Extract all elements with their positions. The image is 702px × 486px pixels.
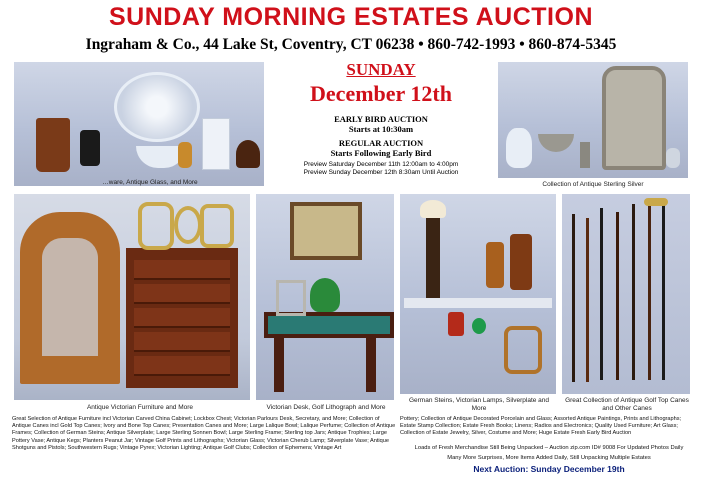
early-bird-time: Starts at 10:30am [348,124,414,134]
dark-jar-shape [80,130,100,166]
figurine-shape [178,142,192,168]
gold-frame-shape-2 [174,206,202,244]
preview-sunday: Preview Sunday December 12th 8:30am Until Auction [303,169,459,176]
cane-6 [648,202,651,380]
candlestick-shape [580,142,590,168]
silver-frame-shape [276,280,306,316]
stein-shape-1 [486,242,504,288]
cane-2 [586,218,589,382]
red-stein-shape [448,312,464,336]
caption-victorian-desk: Victorian Desk, Golf Lithograph and More [266,404,386,411]
caption-german-steins: German Steins, Victorian Lamps, Silverplate and More [408,397,550,412]
cane-top-1 [644,198,668,206]
silver-bowl-shape [538,134,574,152]
photo-glassware [14,62,264,186]
photo-victorian-desk [256,194,394,400]
early-bird-title: EARLY BIRD AUCTION [334,114,428,124]
ornate-frame-shape [602,66,666,170]
wood-stand-shape [236,140,260,168]
notes-line-1: Loads of Fresh Merchandise Still Being Unpacked – Auction zip.com ID# 9008 For Updated Photos Daily [414,445,684,451]
cane-5 [632,204,635,380]
desk-leg-left [274,334,284,392]
gold-frame-shape [138,202,174,250]
golf-lithograph-shape [290,202,362,260]
caption-victorian-furniture: Antique Victorian Furniture and More [86,404,194,411]
stein-shape-2 [510,234,532,290]
china-cabinet-shape [20,212,120,384]
company-address-phone: Ingraham & Co., 44 Lake St, Coventry, CT 06238 • 860-742-1993 • 860-874-5345 [85,36,617,53]
glass-platter-shape [114,72,200,142]
auction-day: SUNDAY [346,60,416,79]
regular-auction-title: REGULAR AUCTION [338,138,424,148]
preview-saturday: Preview Saturday December 11th 12:00am to 4:00pm [303,161,459,168]
caption-glassware: …ware, Antique Glass, and More [102,179,198,186]
regular-auction-time: Starts Following Early Bird [330,148,432,158]
copper-mug-shape [36,118,70,172]
green-egg-shape [472,318,486,334]
decanter-shape [506,128,532,168]
cane-1 [572,214,575,382]
photo-golf-canes [562,194,690,394]
description-left: Great Selection of Antique Furniture incl Victorian Carved China Cabinet; Lockbox Chest; Victorian Parlours Desk, Secretary, and More; Collection of Antique Canes incl Gold Top Canes; Ivory and Bone Top Canes; Presentation Canes and More; Large Lalique Bowl; Lalique Perfume; Collection of Antique Frames; Collection of German Steins; Antique Silverplate; Large Sterling Sonnen Bowl; Large Sterling Frame; Sterling top Jars; Antique Trophies; Large Pottery Vase; Antique Kegs; Planters Peanut Jar; Vintage Golf Prints and Lithographs; Victorian Glass; Victorian Cherub Lamp; Silverplate Vase; Antique Shotguns and Pistols; Southwestern Rugs; Vintage Pyrex; Victorian Lighting; Antique Golf Clubs; Collection of Ephemera; Vintage Art [12,416,396,451]
caption-sterling-silver: Collection of Antique Sterling Silver [542,181,644,188]
gold-frame-shape-3 [200,204,234,248]
photo-german-steins [400,194,556,394]
cherub-lamp-shape [420,200,446,218]
glass-jar-shape [202,118,230,170]
perfume-bottle-shape [666,148,680,168]
notes-line-2: Many More Surprises, More Items Added Daily, Still Unpacking Multiple Estates [447,455,651,461]
silver-table [404,298,552,308]
photo-victorian-furniture [14,194,250,400]
caption-golf-canes: Great Collection of Antique Golf Top Canes and Other Canes [565,397,689,412]
schedule-block [272,60,490,177]
ornate-frame-shape-2 [504,326,542,374]
photo-sterling-silver [498,62,688,178]
cherub-lamp-base [426,218,440,298]
next-auction: Next Auction: Sunday December 19th [473,464,625,474]
auction-date: December 12th [310,81,452,106]
desk-leg-right [366,334,376,392]
flyer-title: SUNDAY MORNING ESTATES AUCTION [108,3,594,31]
green-vase-shape [310,278,340,312]
cane-3 [600,208,603,380]
dresser-shape [126,248,238,388]
cane-7 [662,200,665,380]
cane-4 [616,212,619,380]
description-right: Pottery; Collection of Antique Decorated Porcelain and Glass; Assorted Antique Paintings, Prints and Lithographs; Estate Stamp Collection; Estate Fresh Books; Linens; Radios and Electronics; Quality Used Furniture; Art Glass; Collection of Estate Jewelry, Silver, Costume and More; Huge Estate Fresh Early Bird Auction [400,416,682,437]
